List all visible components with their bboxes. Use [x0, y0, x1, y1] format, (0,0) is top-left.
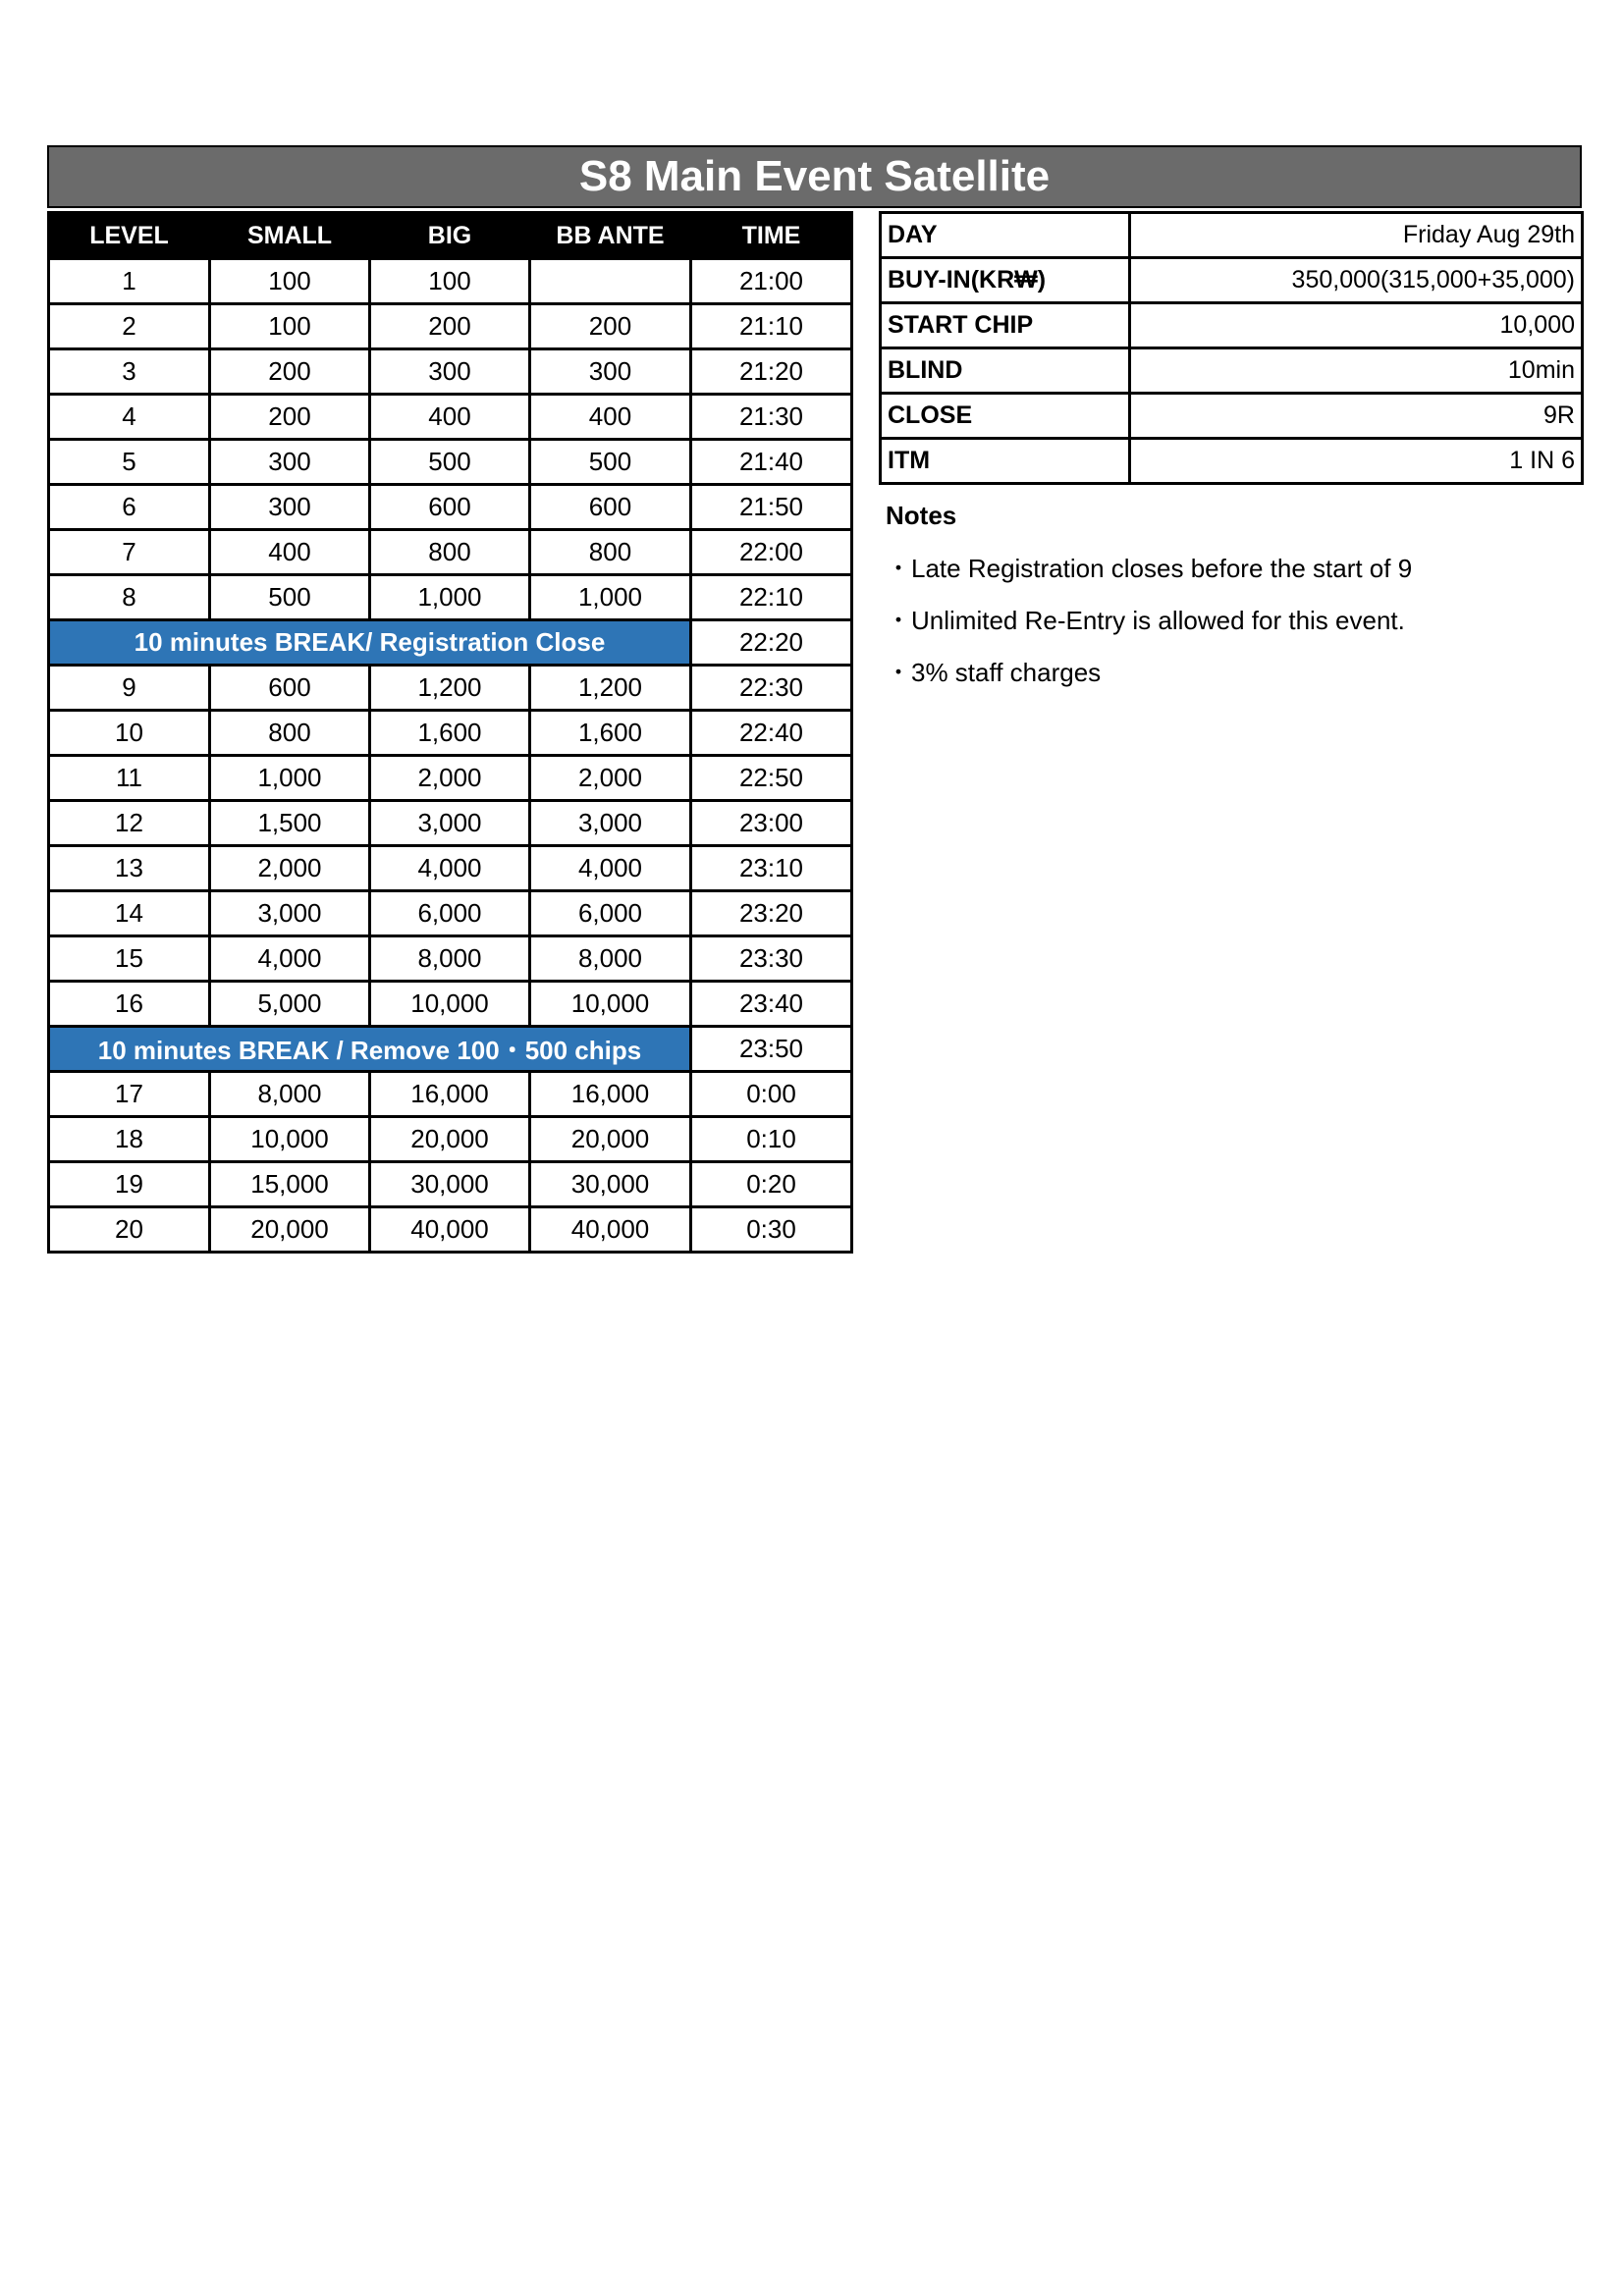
table-row: [49, 485, 852, 530]
cell-big: 500: [370, 440, 530, 485]
cell-ante: 500: [530, 440, 691, 485]
cell-time: 22:30: [691, 666, 852, 711]
cell-time: 0:20: [691, 1162, 852, 1207]
cell-level: 4: [49, 395, 210, 440]
info-label: BLIND: [881, 348, 1130, 394]
cell-level: 14: [49, 891, 210, 936]
cell-big: 30,000: [370, 1162, 530, 1207]
table-row: [49, 1072, 852, 1117]
info-row: [881, 348, 1583, 394]
info-row: [881, 258, 1583, 303]
page-title: S8 Main Event Satellite: [47, 145, 1582, 208]
cell-ante: 2,000: [530, 756, 691, 801]
cell-time: 0:10: [691, 1117, 852, 1162]
cell-big: 10,000: [370, 982, 530, 1027]
cell-time: 21:40: [691, 440, 852, 485]
cell-ante: 40,000: [530, 1207, 691, 1253]
cell-time: 22:10: [691, 575, 852, 620]
table-row: [49, 259, 852, 304]
break-time: 22:20: [691, 620, 852, 666]
cell-level: 13: [49, 846, 210, 891]
cell-small: 600: [210, 666, 370, 711]
cell-ante: [530, 259, 691, 304]
cell-level: 5: [49, 440, 210, 485]
cell-ante: 4,000: [530, 846, 691, 891]
cell-small: 20,000: [210, 1207, 370, 1253]
info-row: [881, 394, 1583, 439]
cell-ante: 3,000: [530, 801, 691, 846]
break-row: [49, 1027, 852, 1072]
cell-ante: 1,200: [530, 666, 691, 711]
cell-time: 23:40: [691, 982, 852, 1027]
cell-time: 23:10: [691, 846, 852, 891]
table-row: [49, 395, 852, 440]
table-row: [49, 846, 852, 891]
cell-big: 100: [370, 259, 530, 304]
table-row: [49, 1162, 852, 1207]
cell-level: 15: [49, 936, 210, 982]
cell-big: 6,000: [370, 891, 530, 936]
info-label: ITM: [881, 439, 1130, 484]
cell-big: 4,000: [370, 846, 530, 891]
cell-small: 1,000: [210, 756, 370, 801]
cell-ante: 30,000: [530, 1162, 691, 1207]
header-small: SMALL: [210, 213, 370, 259]
cell-time: 22:00: [691, 530, 852, 575]
cell-level: 3: [49, 349, 210, 395]
cell-big: 300: [370, 349, 530, 395]
cell-small: 5,000: [210, 982, 370, 1027]
cell-big: 1,000: [370, 575, 530, 620]
table-row: [49, 801, 852, 846]
table-row: [49, 666, 852, 711]
cell-level: 7: [49, 530, 210, 575]
cell-big: 8,000: [370, 936, 530, 982]
notes-title: Notes: [886, 501, 957, 530]
table-row: [49, 575, 852, 620]
cell-big: 800: [370, 530, 530, 575]
cell-time: 21:50: [691, 485, 852, 530]
header-time: TIME: [691, 213, 852, 259]
cell-small: 4,000: [210, 936, 370, 982]
cell-small: 8,000: [210, 1072, 370, 1117]
cell-small: 1,500: [210, 801, 370, 846]
cell-small: 15,000: [210, 1162, 370, 1207]
cell-small: 300: [210, 440, 370, 485]
cell-ante: 1,600: [530, 711, 691, 756]
table-row: [49, 891, 852, 936]
cell-small: 500: [210, 575, 370, 620]
cell-ante: 200: [530, 304, 691, 349]
cell-small: 100: [210, 259, 370, 304]
info-value: 10min: [1130, 348, 1583, 394]
cell-big: 20,000: [370, 1117, 530, 1162]
note-item: ・3% staff charges: [886, 658, 1102, 687]
table-row: [49, 1207, 852, 1253]
cell-time: 21:10: [691, 304, 852, 349]
cell-level: 18: [49, 1117, 210, 1162]
cell-ante: 600: [530, 485, 691, 530]
info-label: CLOSE: [881, 394, 1130, 439]
table-row: [49, 1117, 852, 1162]
cell-level: 1: [49, 259, 210, 304]
cell-big: 1,200: [370, 666, 530, 711]
info-row: [881, 439, 1583, 484]
cell-ante: 8,000: [530, 936, 691, 982]
cell-time: 23:00: [691, 801, 852, 846]
blind-structure-table: [47, 211, 853, 1254]
note-item: ・Unlimited Re-Entry is allowed for this event.: [886, 606, 1405, 635]
info-row: [881, 303, 1583, 348]
cell-level: 12: [49, 801, 210, 846]
cell-small: 400: [210, 530, 370, 575]
cell-time: 21:20: [691, 349, 852, 395]
table-row: [49, 711, 852, 756]
cell-ante: 800: [530, 530, 691, 575]
table-header-row: [49, 213, 852, 259]
cell-ante: 20,000: [530, 1117, 691, 1162]
event-info-table: [879, 211, 1584, 485]
break-row: [49, 620, 852, 666]
break-time: 23:50: [691, 1027, 852, 1072]
info-value: Friday Aug 29th: [1130, 213, 1583, 258]
cell-big: 2,000: [370, 756, 530, 801]
break-label: 10 minutes BREAK / Remove 100・500 chips: [49, 1027, 691, 1072]
table-row: [49, 936, 852, 982]
info-value: 9R: [1130, 394, 1583, 439]
cell-ante: 400: [530, 395, 691, 440]
notes-section: [886, 501, 1412, 705]
header-big: BIG: [370, 213, 530, 259]
cell-level: 17: [49, 1072, 210, 1117]
info-value: 350,000(315,000+35,000): [1130, 258, 1583, 303]
cell-time: 0:30: [691, 1207, 852, 1253]
info-row: [881, 213, 1583, 258]
note-item: ・Late Registration closes before the start of 9: [886, 554, 1413, 583]
cell-small: 100: [210, 304, 370, 349]
cell-small: 200: [210, 395, 370, 440]
header-bb-ante: BB ANTE: [530, 213, 691, 259]
cell-time: 21:00: [691, 259, 852, 304]
cell-level: 20: [49, 1207, 210, 1253]
cell-ante: 6,000: [530, 891, 691, 936]
cell-small: 2,000: [210, 846, 370, 891]
table-row: [49, 440, 852, 485]
cell-small: 3,000: [210, 891, 370, 936]
cell-ante: 16,000: [530, 1072, 691, 1117]
table-row: [49, 982, 852, 1027]
info-label: BUY-IN(KR₩): [881, 258, 1130, 303]
cell-small: 800: [210, 711, 370, 756]
cell-ante: 1,000: [530, 575, 691, 620]
table-row: [49, 304, 852, 349]
header-level: LEVEL: [49, 213, 210, 259]
cell-level: 16: [49, 982, 210, 1027]
cell-level: 2: [49, 304, 210, 349]
cell-time: 23:20: [691, 891, 852, 936]
cell-time: 0:00: [691, 1072, 852, 1117]
cell-small: 300: [210, 485, 370, 530]
info-value: 10,000: [1130, 303, 1583, 348]
cell-small: 200: [210, 349, 370, 395]
cell-big: 16,000: [370, 1072, 530, 1117]
blind-table-body: [49, 259, 852, 1253]
cell-level: 8: [49, 575, 210, 620]
cell-big: 600: [370, 485, 530, 530]
cell-small: 10,000: [210, 1117, 370, 1162]
cell-big: 400: [370, 395, 530, 440]
cell-time: 22:50: [691, 756, 852, 801]
cell-time: 22:40: [691, 711, 852, 756]
table-row: [49, 349, 852, 395]
cell-big: 200: [370, 304, 530, 349]
cell-level: 9: [49, 666, 210, 711]
cell-level: 6: [49, 485, 210, 530]
table-row: [49, 756, 852, 801]
info-label: START CHIP: [881, 303, 1130, 348]
event-info-body: [881, 213, 1583, 484]
cell-level: 10: [49, 711, 210, 756]
info-value: 1 IN 6: [1130, 439, 1583, 484]
cell-level: 19: [49, 1162, 210, 1207]
info-label: DAY: [881, 213, 1130, 258]
cell-level: 11: [49, 756, 210, 801]
cell-ante: 10,000: [530, 982, 691, 1027]
break-label: 10 minutes BREAK/ Registration Close: [49, 620, 691, 666]
cell-big: 40,000: [370, 1207, 530, 1253]
cell-time: 21:30: [691, 395, 852, 440]
cell-big: 1,600: [370, 711, 530, 756]
cell-time: 23:30: [691, 936, 852, 982]
table-row: [49, 530, 852, 575]
cell-ante: 300: [530, 349, 691, 395]
cell-big: 3,000: [370, 801, 530, 846]
